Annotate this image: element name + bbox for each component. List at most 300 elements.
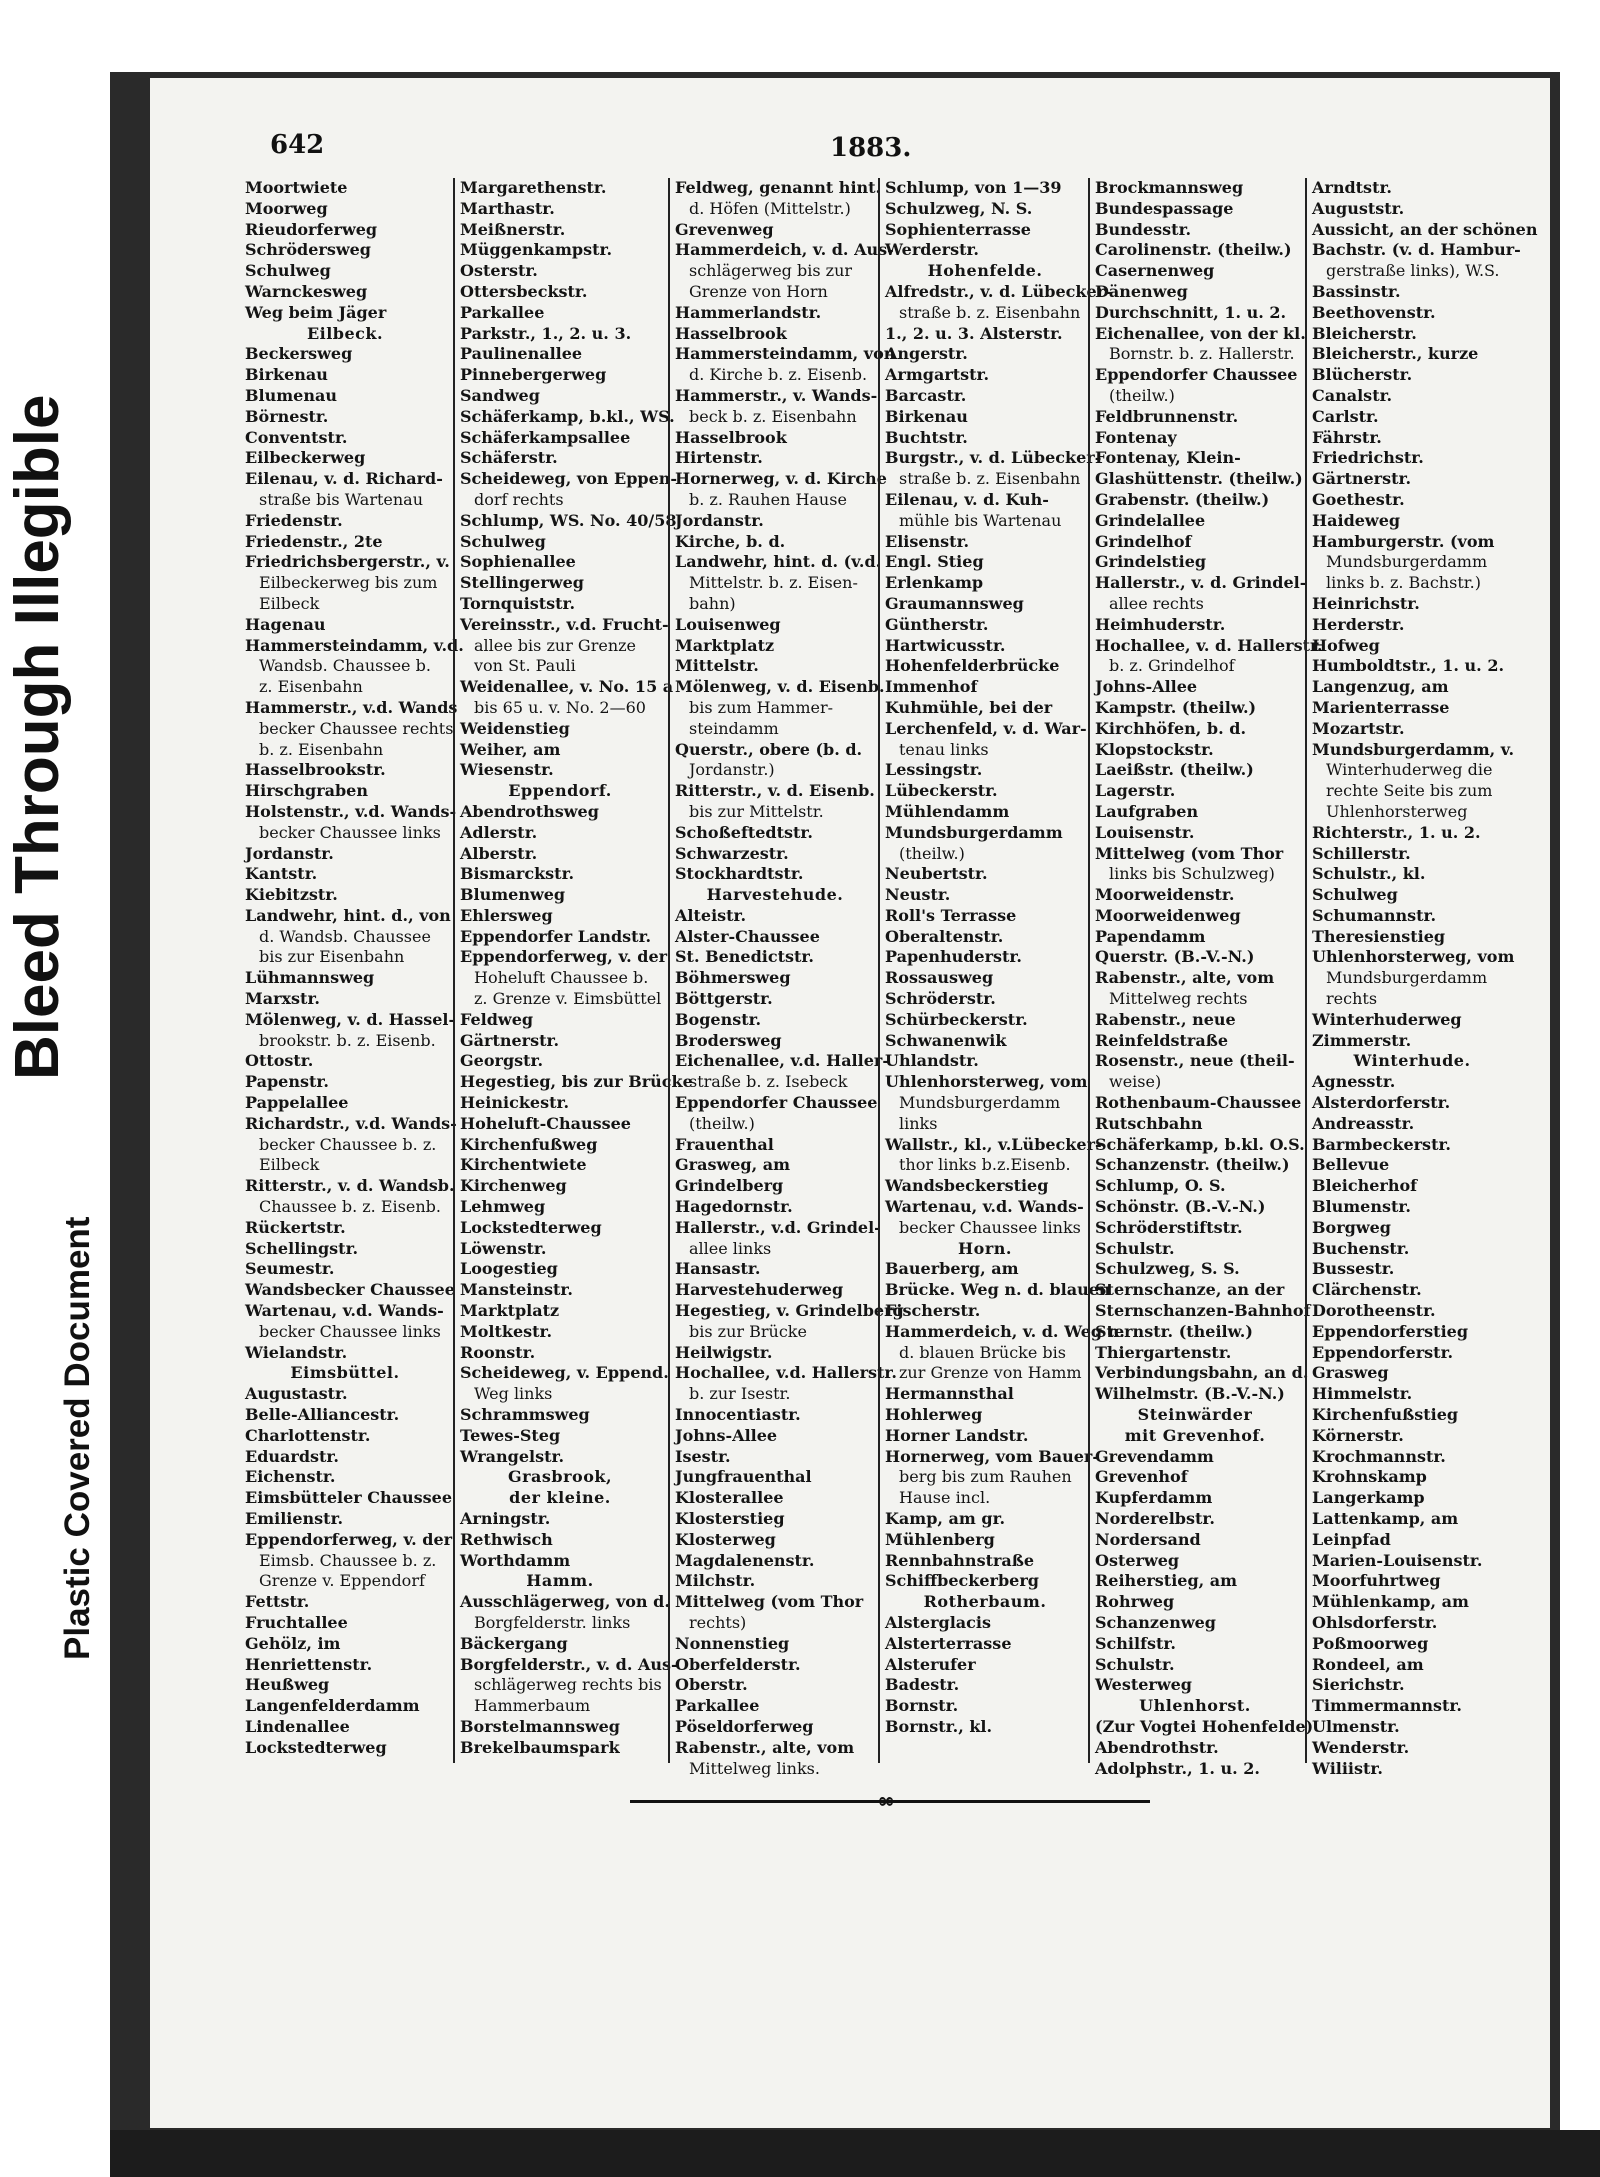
street-entry: Borgfelderstr., v. d. Aus- <box>460 1654 678 1674</box>
street-entry: Moltkestr. <box>460 1321 553 1341</box>
entry-continuation: bis zur Eisenbahn <box>259 947 405 967</box>
district-heading: Steinwärder <box>1137 1405 1253 1425</box>
street-entry: Schillerstr. <box>1312 843 1411 863</box>
entry-continuation: d. Kirche b. z. Eisenb. <box>689 365 868 385</box>
street-entry: Kirchenweg <box>460 1176 567 1196</box>
street-entry: Hammerlandstr. <box>675 302 822 322</box>
street-entry: Dorotheenstr. <box>1312 1301 1436 1321</box>
street-entry: Tewes-Steg <box>460 1425 561 1445</box>
entry-continuation: (theilw.) <box>899 843 965 863</box>
street-entry: Fontenay, Klein- <box>1095 448 1241 468</box>
entry-continuation: Grenze von Horn <box>689 281 828 301</box>
street-entry: Rückertstr. <box>245 1217 346 1237</box>
street-entry: Schiffbeckerberg <box>885 1571 1039 1591</box>
entry-continuation: becker Chaussee rechts <box>259 718 454 738</box>
street-entry: Langenfelderdamm <box>245 1696 420 1716</box>
column-rule <box>668 178 670 1763</box>
street-entry: Bauerberg, am <box>885 1259 1019 1279</box>
entry-continuation: rechts) <box>689 1612 747 1632</box>
street-entry: Eppendorfer Chaussee <box>675 1093 878 1113</box>
street-entry: Buchtstr. <box>885 427 968 447</box>
entry-continuation: Mundsburgerdamm <box>1326 552 1488 572</box>
entry-continuation: becker Chaussee links <box>899 1217 1081 1237</box>
entry-continuation: straße b. z. Eisenbahn <box>899 469 1081 489</box>
street-entry: Wartenau, v.d. Wands- <box>245 1301 444 1321</box>
street-entry: Clärchenstr. <box>1312 1280 1422 1300</box>
street-entry: Schlump, von 1—39 <box>885 178 1062 197</box>
street-entry: Goethestr. <box>1312 489 1405 509</box>
district-heading: Uhlenhorst. <box>1139 1696 1251 1716</box>
street-entry: Eilbeckerweg <box>245 448 366 468</box>
street-entry: Humboldtstr., 1. u. 2. <box>1312 656 1505 676</box>
entry-continuation: Hoheluft Chaussee b. <box>474 968 649 988</box>
street-entry: Frauenthal <box>675 1134 774 1154</box>
street-entry: Meißnerstr. <box>460 219 566 239</box>
street-entry: Schwarzestr. <box>675 843 789 863</box>
street-entry: Schlump, WS. No. 40/58 <box>460 510 677 530</box>
entry-continuation: Hammerbaum <box>474 1696 591 1716</box>
street-entry: Güntherstr. <box>885 614 989 634</box>
street-entry: Hohenfelderbrücke <box>885 656 1060 676</box>
district-heading: Rotherbaum. <box>923 1592 1047 1612</box>
street-entry: Hegestieg, v. Grindelberg <box>675 1301 904 1321</box>
street-entry: Bleicherhof <box>1312 1176 1418 1196</box>
street-entry: Jordanstr. <box>245 843 334 863</box>
street-entry: Schröderstiftstr. <box>1095 1217 1243 1237</box>
street-entry: Fährstr. <box>1312 427 1382 447</box>
street-entry: Pinnebergerweg <box>460 365 607 385</box>
entry-continuation: Mundsburgerdamm <box>899 1093 1061 1113</box>
street-entry: Hohlerweg <box>885 1405 983 1425</box>
street-entry: Kirche, b. d. <box>675 531 786 551</box>
street-entry: Grindelallee <box>1095 510 1206 530</box>
street-entry: Heilwigstr. <box>675 1342 773 1362</box>
street-entry: Haideweg <box>1312 510 1401 530</box>
street-entry: Ottersbeckstr. <box>460 281 588 301</box>
street-entry: Mansteinstr. <box>460 1280 573 1300</box>
street-entry: Warnckesweg <box>245 281 368 301</box>
street-entry: Engl. Stieg <box>885 552 984 572</box>
street-entry: Kirchenfußweg <box>460 1134 598 1154</box>
street-entry: Wilhelmstr. (B.-V.-N.) <box>1095 1384 1285 1404</box>
street-entry: Schumannstr. <box>1312 905 1437 925</box>
street-entry: Rabenstr., neue <box>1095 1009 1236 1029</box>
street-entry: Kirchenfußstieg <box>1312 1405 1459 1425</box>
street-entry: Alsterterrasse <box>885 1633 1012 1653</box>
street-entry: Bundespassage <box>1095 198 1234 218</box>
district-heading: mit Grevenhof. <box>1124 1425 1266 1445</box>
column-rule <box>1305 178 1307 1763</box>
street-entry: Osterweg <box>1095 1550 1180 1570</box>
street-entry: Mittelstr. <box>675 656 759 676</box>
street-entry: Erlenkamp <box>885 573 984 593</box>
directory-page <box>150 78 1550 2128</box>
district-heading: Hohenfelde. <box>927 261 1043 281</box>
street-entry: Mundsburgerdamm <box>885 822 1063 842</box>
street-entry: Badestr. <box>885 1675 960 1695</box>
street-entry: Emilienstr. <box>245 1509 344 1528</box>
street-entry: Wielandstr. <box>245 1342 348 1362</box>
entry-continuation: berg bis zum Rauhen <box>899 1467 1072 1487</box>
district-heading: der kleine. <box>509 1488 611 1508</box>
street-entry: Lockstedterweg <box>460 1217 602 1237</box>
street-entry: Grindelstieg <box>1095 552 1207 572</box>
street-entry: Abendrothstr. <box>1095 1737 1219 1757</box>
street-entry: Schäferstr. <box>460 448 558 468</box>
street-entry: Louisenstr. <box>1095 822 1195 842</box>
street-entry: Angerstr. <box>885 344 968 364</box>
street-entry: Mundsburgerdamm, v. <box>1312 739 1515 759</box>
street-entry: Bismarckstr. <box>460 864 575 884</box>
street-entry: Grabenstr. (theilw.) <box>1095 489 1270 509</box>
street-entry: Ottostr. <box>245 1051 314 1071</box>
street-entry: Kiebitzstr. <box>245 885 338 905</box>
district-heading: Eimsbüttel. <box>290 1363 400 1383</box>
street-entry: Mühlenberg <box>885 1529 995 1549</box>
street-entry: Roonstr. <box>460 1342 536 1362</box>
street-entry: Moortwiete <box>245 178 348 197</box>
street-entry: Kantstr. <box>245 864 318 884</box>
street-entry: Alberstr. <box>460 843 538 863</box>
street-entry: Krochmannstr. <box>1312 1446 1446 1466</box>
entry-continuation: Eilbeckerweg bis zum <box>259 573 438 593</box>
street-entry: Hirtenstr. <box>675 448 763 468</box>
street-entry: Klosterallee <box>675 1488 784 1508</box>
entry-continuation: b. z. Rauhen Hause <box>689 489 847 509</box>
street-entry: Alfredstr., v. d. Lübecker- <box>885 281 1112 301</box>
street-entry: Abendrothsweg <box>460 801 599 821</box>
street-entry: Poßmoorweg <box>1312 1633 1429 1653</box>
entry-continuation: Wandsb. Chaussee b. <box>259 656 431 676</box>
street-entry: Lockstedterweg <box>245 1737 387 1757</box>
street-entry: Schrammsweg <box>460 1405 590 1425</box>
street-entry: Schürbeckerstr. <box>885 1009 1028 1029</box>
street-entry: Stellingerweg <box>460 573 584 593</box>
street-entry: Krohnskamp <box>1312 1467 1427 1487</box>
street-entry: Eilenau, v. d. Kuh- <box>885 489 1049 509</box>
street-entry: Charlottenstr. <box>245 1425 371 1445</box>
plastic-covered-document-label: Plastic Covered Document <box>58 1216 97 1660</box>
street-entry: Barmbeckerstr. <box>1312 1134 1451 1154</box>
street-entry: Lühmannsweg <box>245 968 375 988</box>
street-entry: Rieudorferweg <box>245 219 378 239</box>
street-entry: Löwenstr. <box>460 1238 547 1258</box>
page-year: 1883. <box>830 133 912 163</box>
street-entry: Wenderstr. <box>1312 1737 1410 1757</box>
street-entry: Verbindungsbahn, an d. <box>1095 1363 1309 1383</box>
street-entry: Langenzug, am <box>1312 677 1449 697</box>
street-entry: Johns-Allee <box>1095 677 1198 697</box>
street-entry: Herderstr. <box>1312 614 1405 634</box>
street-entry: Alster-Chaussee <box>675 926 820 946</box>
street-entry: Börnestr. <box>245 406 329 426</box>
street-entry: Fontenay <box>1095 427 1177 447</box>
street-entry: Sierichstr. <box>1312 1675 1405 1695</box>
street-entry: Scheideweg, v. Eppend. <box>460 1363 669 1383</box>
street-entry: Neustr. <box>885 885 951 905</box>
street-entry: Hallerstr., v.d. Grindel- <box>675 1217 881 1237</box>
street-entry: Belle-Alliancestr. <box>245 1405 400 1425</box>
street-entry: Hochallee, v.d. Hallerstr. <box>675 1363 897 1383</box>
street-entry: Isestr. <box>675 1446 731 1466</box>
street-entry: Schlump, O. S. <box>1095 1176 1226 1196</box>
street-entry: Sternschanze, an der <box>1095 1280 1285 1300</box>
entry-continuation: b. z. Eisenbahn <box>259 739 384 759</box>
entry-continuation: bahn) <box>689 593 736 613</box>
street-entry: Schwanenwik <box>885 1030 1007 1050</box>
entry-continuation: brookstr. b. z. Eisenb. <box>259 1030 436 1050</box>
column-rule <box>878 178 880 1763</box>
street-entry: Fettstr. <box>245 1592 310 1612</box>
entry-continuation: becker Chaussee links <box>259 822 441 842</box>
entry-continuation: Winterhuderweg die <box>1326 760 1493 780</box>
street-entry: Kirchhöfen, b. d. <box>1095 718 1247 738</box>
street-entry: Schulstr. <box>1095 1238 1175 1258</box>
entry-continuation: allee rechts <box>1109 593 1204 613</box>
bleed-through-illegible-label: Bleed Through Illegible <box>3 394 72 1080</box>
street-entry: Horner Landstr. <box>885 1425 1029 1445</box>
entry-continuation: thor links b.z.Eisenb. <box>899 1155 1071 1175</box>
entry-continuation: Eilbeck <box>259 593 320 613</box>
street-entry: Reiherstieg, am <box>1095 1571 1238 1591</box>
street-entry: Papenhuderstr. <box>885 947 1022 967</box>
street-entry: Landwehr, hint. d., von <box>245 905 451 925</box>
street-entry: Milchstr. <box>675 1571 756 1591</box>
street-entry: Schulstr., kl. <box>1312 864 1426 884</box>
street-entry: Bleicherstr., kurze <box>1312 344 1479 364</box>
entry-continuation: z. Grenze v. Eimsbüttel <box>474 989 662 1009</box>
street-entry: Ausschlägerweg, von d. <box>460 1592 670 1612</box>
entry-continuation: dorf rechts <box>474 489 564 509</box>
street-entry: Timmermannstr. <box>1312 1696 1462 1716</box>
street-entry: Hasselbrook <box>675 323 787 343</box>
street-entry: Adolphstr., 1. u. 2. <box>1095 1758 1260 1778</box>
street-entry: Jordanstr. <box>675 510 764 530</box>
street-entry: Paulinenallee <box>460 344 583 364</box>
entry-continuation: tenau links <box>899 739 989 759</box>
street-entry: Eppendorferweg, v. der <box>245 1529 453 1549</box>
street-entry: Gehölz, im <box>245 1633 341 1653</box>
street-entry: Vereinsstr., v.d. Frucht- <box>460 614 669 634</box>
end-ornament-knot: ∞ <box>876 1788 896 1814</box>
street-entry: Moorweg <box>245 198 328 218</box>
page-number: 642 <box>270 130 325 160</box>
street-entry: Marien-Louisenstr. <box>1312 1550 1483 1570</box>
street-entry: Thiergartenstr. <box>1095 1342 1232 1362</box>
street-entry: Margarethenstr. <box>460 178 607 197</box>
street-entry: Moorweidenstr. <box>1095 885 1235 905</box>
entry-continuation: weise) <box>1109 1072 1162 1092</box>
street-entry: Feldweg <box>460 1009 534 1029</box>
entry-continuation: b. z. Grindelhof <box>1109 656 1235 676</box>
street-entry: Hagenau <box>245 614 326 634</box>
street-entry: Körnerstr. <box>1312 1425 1404 1445</box>
street-entry: Zimmerstr. <box>1312 1030 1412 1050</box>
street-entry: Hegestieg, bis zur Brücke <box>460 1072 693 1092</box>
street-entry: Schäferkamp, b.kl., WS. <box>460 406 675 426</box>
street-entry: Lagerstr. <box>1095 781 1176 801</box>
street-entry: Rabenstr., alte, vom <box>675 1737 855 1757</box>
street-entry: Schröderstr. <box>885 989 996 1009</box>
scanner-bottom-strip <box>110 2130 1600 2177</box>
street-entry: Hammersteindamm, von <box>675 344 896 364</box>
street-entry: Himmelstr. <box>1312 1384 1413 1404</box>
street-entry: Nonnenstieg <box>675 1633 790 1653</box>
street-entry: Friedenstr., 2te <box>245 531 383 551</box>
street-entry: Eppendorferstr. <box>1312 1342 1454 1362</box>
street-entry: Oberstr. <box>675 1675 748 1695</box>
street-entry: Eppendorferstieg <box>1312 1321 1469 1341</box>
street-entry: Hammerdeich, v. d. Weg n. <box>885 1321 1125 1341</box>
street-entry: Uhlenhorsterweg, vom <box>1312 947 1515 967</box>
street-entry: Wrangelstr. <box>460 1446 565 1466</box>
street-entry: Sternschanzen-Bahnhof <box>1095 1301 1311 1321</box>
street-entry: Aussicht, an der schönen <box>1312 219 1538 239</box>
street-entry: Landwehr, hint. d. (v.d. <box>675 552 882 572</box>
street-entry: Rethwisch <box>460 1529 553 1549</box>
street-entry: Bornstr., kl. <box>885 1716 993 1736</box>
street-entry: Heußweg <box>245 1675 330 1695</box>
street-entry: Auguststr. <box>1312 198 1405 218</box>
street-entry: Tornquiststr. <box>460 593 576 613</box>
street-entry: Borstelmannsweg <box>460 1716 620 1736</box>
street-entry: Norderelbstr. <box>1095 1509 1215 1528</box>
street-entry: Barcastr. <box>885 385 967 405</box>
street-entry: Schulzweg, N. S. <box>885 198 1033 218</box>
district-heading: Eppendorf. <box>508 781 612 801</box>
street-entry: Augustastr. <box>245 1384 348 1404</box>
entry-continuation: bis zur Brücke <box>689 1321 807 1341</box>
street-entry: Bornstr. <box>885 1696 959 1716</box>
street-entry: Gärtnerstr. <box>460 1030 560 1050</box>
entry-continuation: straße bis Wartenau <box>259 489 424 509</box>
street-entry: Bussestr. <box>1312 1259 1395 1279</box>
street-entry: Bellevue <box>1312 1155 1390 1175</box>
entry-continuation: steindamm <box>689 718 779 738</box>
column-rule <box>453 178 455 1763</box>
entry-continuation: beck b. z. Eisenbahn <box>689 406 857 426</box>
column-4 <box>885 178 1125 1738</box>
street-entry: Heimhuderstr. <box>1095 614 1226 634</box>
street-entry: Buchenstr. <box>1312 1238 1410 1258</box>
entry-continuation: d. Wandsb. Chaussee <box>259 926 431 946</box>
street-entry: Westerweg <box>1095 1675 1192 1695</box>
street-entry: Beethovenstr. <box>1312 302 1436 322</box>
entry-continuation: bis 65 u. v. No. 2—60 <box>474 697 646 717</box>
street-entry: Moorweidenweg <box>1095 905 1241 925</box>
street-entry: Eichenallee, v.d. Haller- <box>675 1051 889 1071</box>
street-entry: Ritterstr., v. d. Wandsb. <box>245 1176 455 1196</box>
street-entry: Uhlenhorsterweg, vom <box>885 1072 1088 1092</box>
entry-continuation: (theilw.) <box>1109 385 1175 405</box>
street-entry: Langerkamp <box>1312 1488 1425 1508</box>
street-entry: Böhmersweg <box>675 968 791 988</box>
street-entry: Marthastr. <box>460 198 555 218</box>
street-entry: Bleicherstr. <box>1312 323 1417 343</box>
street-entry: Sandweg <box>460 385 540 405</box>
entry-continuation: links b. z. Bachstr.) <box>1326 573 1481 593</box>
street-entry: Sophienterrasse <box>885 219 1031 239</box>
entry-continuation: Mundsburgerdamm <box>1326 968 1488 988</box>
street-entry: Scheideweg, von Eppen- <box>460 469 678 489</box>
street-entry: Brücke. Weg n. d. blauen <box>885 1280 1111 1300</box>
street-entry: Hasselbrookstr. <box>245 760 386 780</box>
street-entry: Schäferkamp, b.kl. O.S. <box>1095 1134 1305 1154</box>
street-entry: Kamp, am gr. <box>885 1509 1006 1528</box>
entry-continuation: gerstraße links), W.S. <box>1326 261 1500 281</box>
entry-continuation: becker Chaussee b. z. <box>259 1134 437 1154</box>
street-entry: Sophienallee <box>460 552 576 572</box>
street-entry: Hoheluft-Chaussee <box>460 1113 631 1133</box>
street-entry: Carolinenstr. (theilw.) <box>1095 240 1292 260</box>
entry-continuation: (theilw.) <box>689 1113 755 1133</box>
street-entry: Hamburgerstr. (vom <box>1312 531 1495 551</box>
street-entry: Worthdamm <box>460 1550 571 1570</box>
street-entry: Alsterglacis <box>885 1612 991 1632</box>
street-entry: Arningstr. <box>460 1509 551 1528</box>
street-entry: Mühlenkamp, am <box>1312 1592 1469 1612</box>
street-entry: Lessingstr. <box>885 760 983 780</box>
district-heading: Hamm. <box>526 1571 594 1591</box>
entry-continuation: Bornstr. b. z. Hallerstr. <box>1109 344 1295 364</box>
street-entry: Arndtstr. <box>1312 178 1392 197</box>
street-entry: Theresienstieg <box>1312 926 1446 946</box>
entry-continuation: rechts <box>1326 989 1378 1009</box>
street-entry: Reinfeldstraße <box>1095 1030 1229 1050</box>
street-entry: Heinrichstr. <box>1312 593 1420 613</box>
street-entry: Hornerweg, v. d. Kirche <box>675 469 887 489</box>
street-entry: St. Benedictstr. <box>675 947 814 967</box>
entry-continuation: von St. Pauli <box>474 656 576 676</box>
entry-continuation: Mittelweg rechts <box>1109 989 1248 1009</box>
street-entry: Friedrichsbergerstr., v. <box>245 552 450 572</box>
street-entry: Rohrweg <box>1095 1592 1175 1612</box>
entry-continuation: bis zur Mittelstr. <box>689 801 824 821</box>
street-entry: Klopstockstr. <box>1095 739 1214 759</box>
street-entry: Bassinstr. <box>1312 281 1401 301</box>
street-entry: Hartwicusstr. <box>885 635 1006 655</box>
street-entry: Innocentiastr. <box>675 1405 801 1425</box>
street-entry: Mittelweg (vom Thor <box>1095 843 1284 863</box>
street-entry: Grasweg <box>1312 1363 1389 1383</box>
street-entry: Durchschnitt, 1. u. 2. <box>1095 302 1287 322</box>
street-entry: Friedenstr. <box>245 510 343 530</box>
street-entry: Oberfelderstr. <box>675 1654 801 1674</box>
entry-continuation: Grenze v. Eppendorf <box>259 1571 425 1591</box>
street-entry: (Zur Vogtei Hohenfelde) <box>1095 1716 1314 1736</box>
street-entry: Mittelweg (vom Thor <box>675 1592 864 1612</box>
street-entry: Marxstr. <box>245 989 320 1009</box>
street-entry: Weiher, am <box>460 739 561 759</box>
street-entry: Brockmannsweg <box>1095 178 1244 197</box>
street-entry: Ehlersweg <box>460 905 553 925</box>
street-entry: Rabenstr., alte, vom <box>1095 968 1275 988</box>
street-entry: Holstenstr., v.d. Wands- <box>245 801 457 821</box>
street-entry: Kupferdamm <box>1095 1488 1213 1508</box>
street-entry: Schulweg <box>460 531 546 551</box>
street-entry: Oberaltenstr. <box>885 926 1004 946</box>
street-entry: Birkenau <box>245 365 328 385</box>
street-entry: Grindelberg <box>675 1176 784 1196</box>
street-entry: Conventstr. <box>245 427 348 447</box>
street-entry: Parkallee <box>675 1696 760 1716</box>
street-entry: Eduardstr. <box>245 1446 339 1466</box>
entry-continuation: Weg links <box>474 1384 553 1404</box>
street-entry: Grevendamm <box>1095 1446 1214 1466</box>
entry-continuation: Borgfelderstr. links <box>474 1612 631 1632</box>
street-entry: Bachstr. (v. d. Hambur- <box>1312 240 1521 260</box>
street-entry: Mozartstr. <box>1312 718 1405 738</box>
